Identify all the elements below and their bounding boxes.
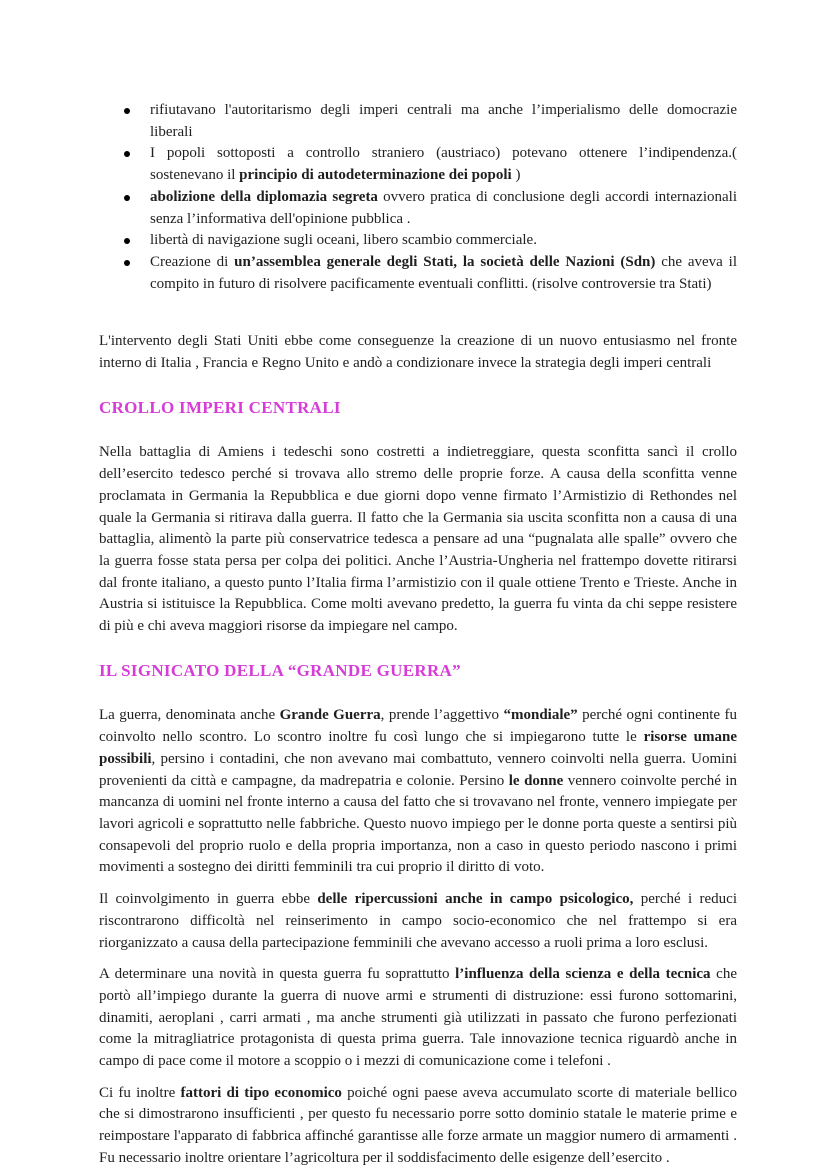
- paragraph-fattori-economici: [99, 1083, 737, 1169]
- bullet-item: [150, 143, 737, 186]
- bold-text-run: le donne: [508, 772, 564, 789]
- bold-text-run: fattori di tipo economico: [180, 1084, 342, 1101]
- bullet-item: [150, 230, 737, 252]
- bold-text-run: “mondiale”: [503, 707, 578, 724]
- text-run: ovvero pratica di conclusione degli accordi internazionali senza l’informativa dell'opinione pubblica .: [150, 188, 737, 227]
- bold-text-run: delle ripercussioni anche in campo psicologico,: [317, 891, 634, 908]
- text-run: La guerra, denominata anche: [99, 707, 280, 724]
- text-run: I popoli sottoposti a controllo straniero (austriaco) potevano ottenere l’indipendenza.( sostenevano il: [150, 145, 737, 184]
- text-run: Creazione di: [150, 253, 235, 270]
- bold-text-run: Grande Guerra: [279, 707, 381, 724]
- bullet-item: [150, 100, 737, 143]
- text-run: che aveva il compito in futuro di risolvere pacificamente eventuali conflitti. (risolve controversie tra Stati): [150, 253, 738, 292]
- bullet-item: [150, 187, 737, 230]
- text-run: poiché ogni paese aveva accumulato scorte di materiale bellico che si dimostrarono insufficienti , per questo fu necessario porre sotto dominio statale le materie prime e reimpostare l'apparato di fabbrica affinché garantisse alle forze armate un maggior numero di armamenti . Fu necessario inoltre orientare l’agricoltura per il soddisfacimento delle esigenze dell’esercito .: [99, 1084, 737, 1166]
- text-run: perché i reduci riscontrarono difficoltà nel reinserimento in campo socio-economico che nel frattempo si era riorganizzato a causa della partecipazione femminili che avevano accesso a ruoli prima a loro esclusi.: [99, 891, 738, 951]
- document-content: [99, 100, 737, 1169]
- paragraph-scienza-tecnica: [99, 964, 737, 1073]
- text-run: che portò all’impiego durante la guerra di nuove armi e strumenti di distruzione: essi furono sottomarini, dinamiti, aeroplani , carri armati , ma anche strumenti già utilizzati in passato che furono perfezionati come la mitragliatrice protagonista di questa prima guerra. Tale innovazione tecnica riguardò anche in campo di pace come il motore a scoppio o i mezzi di comunicazione come i telefoni .: [99, 966, 737, 1070]
- paragraph-grande-guerra: [99, 705, 737, 879]
- text-run: rifiutavano l'autoritarismo degli imperi centrali ma anche l’imperialismo delle domocrazie liberali: [150, 102, 737, 140]
- bullet-item: [150, 252, 737, 295]
- text-run: A determinare una novità in questa guerra fu soprattutto: [99, 966, 456, 983]
- text-run: Il coinvolgimento in guerra ebbe: [99, 891, 318, 908]
- bold-text-run: abolizione della diplomazia segreta: [150, 188, 378, 205]
- bold-text-run: risorse umane possibili: [99, 729, 738, 767]
- paragraph-crollo-imperi-centrali: [99, 442, 737, 637]
- bold-text-run: un’assemblea generale degli Stati, la società delle Nazioni (Sdn): [234, 253, 656, 270]
- paragraph-ripercussioni-psicologiche: [99, 889, 737, 954]
- text-run: perché ogni continente fu coinvolto nello scontro. Lo scontro inoltre fu così lungo che si impiegarono tutte le: [99, 707, 738, 746]
- text-run: Ci fu inoltre: [99, 1084, 181, 1101]
- bold-text-run: l’influenza della scienza e della tecnica: [455, 966, 711, 983]
- heading-significato-grande-guerra: IL SIGNICATO DELLA “GRANDE GUERRA”: [99, 660, 461, 680]
- paragraph-intervento-stati-uniti: [99, 331, 737, 374]
- text-run: libertà di navigazione sugli oceani, libero scambio commerciale.: [150, 232, 537, 249]
- bold-text-run: principio di autodeterminazione dei popoli: [239, 167, 512, 184]
- bullet-list: [99, 100, 737, 295]
- heading-crollo-imperi-centrali: CROLLO IMPERI CENTRALI: [99, 397, 341, 417]
- text-run: vennero coinvolte perché in mancanza di uomini nel fronte interno a causa del fatto che si trovavano nel fronte, vennero impiegate per lavori agricoli e soprattutto nelle fabbriche. Questo nuovo impiego per le donne porta queste a sentirsi più consapevoli del proprio ruolo e della propria importanza, non a caso in questo periodo nascono i primi movimenti a sostegno dei diritti femminili tra cui proprio il diritto di voto.: [99, 772, 738, 876]
- text-run: , persino i contadini, che non avevano mai combattuto, vennero coinvolti nella guerra. Uomini provenienti da città e campagne, da madrepatria e colonie. Persino: [99, 750, 737, 789]
- text-run: Nella battaglia di Amiens i tedeschi sono costretti a indietreggiare, questa sconfitta sancì il crollo dell’esercito tedesco perché si trovava allo stremo delle proprie forze. A causa della sconfitta venne proclamata in Germania la Repubblica e due giorni dopo venne firmato l’Armistizio di Rethondes nel quale la Germania si ritirava dalla guerra. Il fatto che la Germania sia uscita sconfitta non a causa di una battaglia, alimentò la parte più conservatrice tedesca a pensare ad una “pugnalata alle spalle” ovvero che la guerra fosse stata persa per colpa dei politici. Anche l’Austria-Ungheria nel frattempo dovette ritirarsi dal fronte italiano, a questo punto l’Italia firma l’armistizio con il quale ottiene Trento e Trieste. Anche in Austria si istituisce la Repubblica. Come molti avevano predetto, la guerra fu vinta da chi seppe resistere di più e chi aveva maggiori risorse da impiegare nel campo.: [99, 444, 737, 635]
- text-run: L'intervento degli Stati Uniti ebbe come conseguenze la creazione di un nuovo entusiasmo nel fronte interno di Italia , Francia e Regno Unito e andò a condizionare invece la strategia degli imperi centrali: [99, 333, 737, 372]
- text-run: ): [511, 167, 521, 184]
- text-run: , prende l’aggettivo: [380, 707, 504, 724]
